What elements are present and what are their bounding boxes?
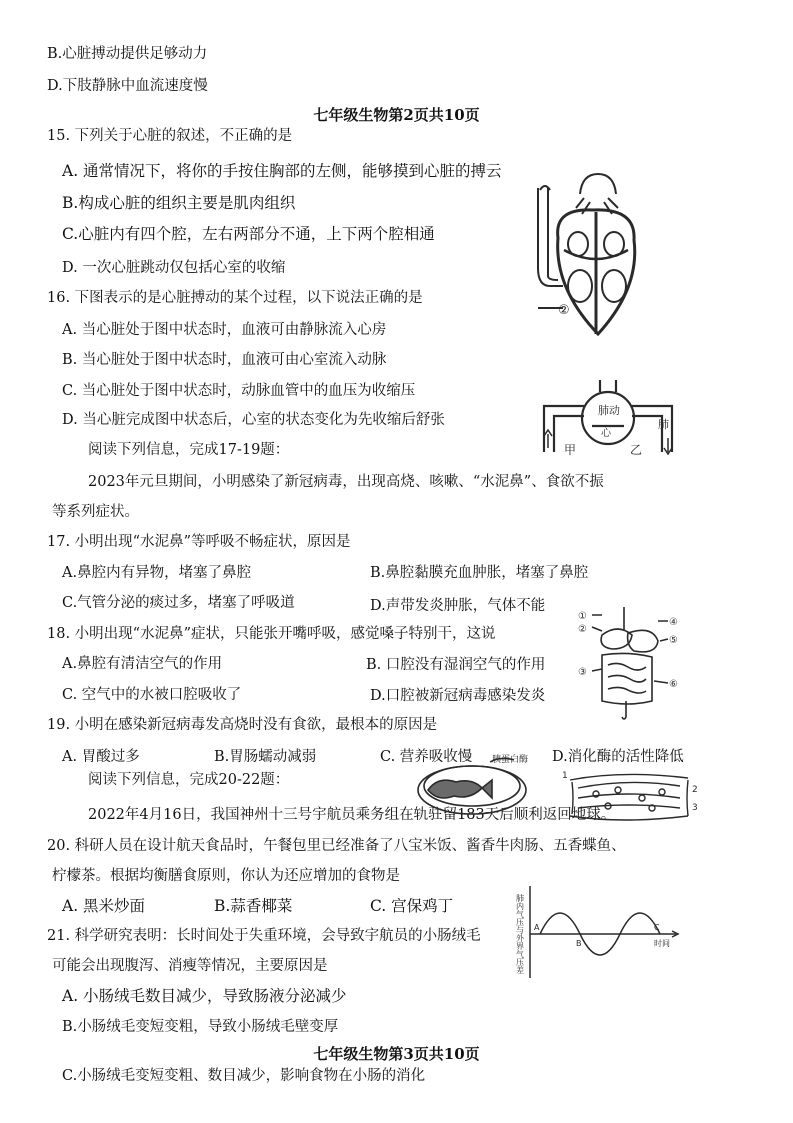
heart-label-2: ②	[558, 303, 570, 318]
villi-label-1: 1	[562, 771, 568, 781]
q16-option-c: C. 当心脏处于图中状态时，动脉血管中的血压为收缩压	[62, 383, 416, 399]
q15-option-d: D. 一次心脏跳动仅包括心室的收缩	[62, 260, 286, 276]
q15-stem: 15. 下列关于心脏的叙述，不正确的是	[47, 128, 293, 144]
digestive-label-1: ①	[578, 611, 587, 622]
digestive-label-5: ⑤	[669, 635, 678, 646]
q19-option-b: B.胃肠蠕动减弱	[214, 749, 317, 765]
q19-stem: 19. 小明在感染新冠病毒发高烧时没有食欲，最根本的原因是	[47, 717, 438, 733]
q21-stem: 21. 科学研究表明：长时间处于失重环境，会导致宇航员的小肠绒毛	[47, 928, 481, 944]
reading1-intro: 阅读下列信息，完成17-19题：	[88, 442, 290, 458]
q16-option-a: A. 当心脏处于图中状态时，血液可由静脉流入心房	[62, 322, 387, 338]
reading1-line2: 等系列症状。	[52, 504, 139, 520]
q16-option-b: B. 当心脏处于图中状态时，血液可由心室流入动脉	[62, 352, 387, 368]
q20-stem-cont: 柠檬茶。根据均衡膳食原则，你认为还应增加的食物是	[52, 868, 400, 884]
pressure-graph-figure	[515, 882, 688, 982]
q17-option-d: D.声带发炎肿胀，气体不能	[370, 598, 546, 614]
petri-label: 胰蛋白酶	[492, 755, 529, 765]
graph-point-b: B	[576, 939, 582, 948]
q14-option-b: B.心脏搏动提供足够动力	[47, 46, 208, 62]
q18-option-b: B. 口腔没有湿润空气的作用	[366, 657, 546, 673]
graph-ylabel: 肺内气压与外界气压差	[515, 894, 525, 974]
q18-option-c: C. 空气中的水被口腔吸收了	[62, 687, 242, 703]
heart-figure	[518, 168, 668, 338]
digestive-label-6: ⑥	[669, 679, 678, 690]
q17-option-b: B.鼻腔黏膜充血肿胀，堵塞了鼻腔	[370, 565, 589, 581]
villi-label-2: 2	[692, 785, 698, 795]
graph-xlabel: 时间	[654, 939, 670, 948]
q16-stem: 16. 下图表示的是心脏搏动的某个过程，以下说法正确的是	[47, 290, 423, 306]
q20-option-c: C. 宫保鸡丁	[370, 897, 454, 915]
digestive-label-4: ④	[669, 617, 678, 628]
q19-option-a: A. 胃酸过多	[62, 749, 140, 765]
villi-label-3: 3	[692, 803, 698, 813]
q14-option-d: D.下肢静脉中血流速度慢	[47, 78, 208, 94]
digestive-label-2: ②	[578, 624, 587, 635]
q19-option-c: C. 营养吸收慢	[380, 749, 473, 765]
page-footer-2: 七年级生物第2页共10页	[313, 106, 480, 124]
q21-option-b: B.小肠绒毛变短变粗，导致小肠绒毛壁变厚	[62, 1019, 339, 1035]
valve-label-bottom: 心	[601, 428, 611, 439]
reading1-line1: 2023年元旦期间，小明感染了新冠病毒，出现高烧、咳嗽、“水泥鼻”、食欲不振	[88, 474, 604, 490]
valve-label-lung: 肺	[658, 418, 669, 431]
page-footer-3: 七年级生物第3页共10页	[313, 1045, 480, 1063]
villi-figure	[562, 770, 700, 828]
q18-option-d: D.口腔被新冠病毒感染发炎	[370, 688, 546, 704]
digestive-system-figure	[572, 605, 684, 721]
petri-dish-figure	[414, 752, 534, 818]
q19-option-d: D.消化酶的活性降低	[552, 749, 684, 765]
q15-option-b: B.构成心脏的组织主要是肌肉组织	[62, 194, 296, 212]
q15-option-a: A. 通常情况下，将你的手按住胸部的左侧，能够摸到心脏的搏云	[62, 162, 502, 180]
graph-point-c: C	[654, 923, 660, 932]
q16-option-d: D. 当心脏完成图中状态后，心室的状态变化为先收缩后舒张	[62, 412, 445, 428]
q20-stem: 20. 科研人员在设计航天食品时，午餐包里已经准备了八宝米饭、酱香牛肉肠、五香蝶鱼、	[47, 838, 626, 854]
q17-option-a: A.鼻腔内有异物，堵塞了鼻腔	[62, 565, 252, 581]
q18-option-a: A.鼻腔有清洁空气的作用	[62, 656, 223, 672]
q17-option-c: C.气管分泌的痰过多，堵塞了呼吸道	[62, 595, 295, 611]
q20-option-b: B.蒜香椰菜	[214, 897, 293, 915]
q15-option-c: C.心脏内有四个腔，左右两部分不通，上下两个腔相通	[62, 225, 435, 243]
reading2-line1: 2022年4月16日，我国神州十三号宇航员乘务组在轨驻留183天后顺利返回地球。	[88, 807, 616, 823]
graph-point-a: A	[534, 923, 540, 932]
valve-label-jia: 甲	[564, 443, 577, 457]
digestive-label-3: ③	[578, 667, 587, 678]
q20-option-a: A. 黑米炒面	[62, 897, 146, 915]
q17-stem: 17. 小明出现“水泥鼻”等呼吸不畅症状，原因是	[47, 534, 351, 550]
valve-label-top: 肺动	[598, 404, 620, 417]
reading2-intro: 阅读下列信息，完成20-22题：	[88, 772, 290, 788]
q21-option-a: A. 小肠绒毛数目减少，导致肠液分泌减少	[62, 987, 347, 1005]
q18-stem: 18. 小明出现“水泥鼻”症状，只能张开嘴呼吸，感觉嗓子特别干，这说	[47, 626, 496, 642]
valve-label-yi: 乙	[630, 443, 643, 457]
q21-option-c: C.小肠绒毛变短变粗、数目减少，影响食物在小肠的消化	[62, 1068, 426, 1084]
q21-stem-cont: 可能会出现腹泻、消瘦等情况，主要原因是	[52, 958, 328, 974]
heart-valve-figure	[538, 378, 678, 458]
